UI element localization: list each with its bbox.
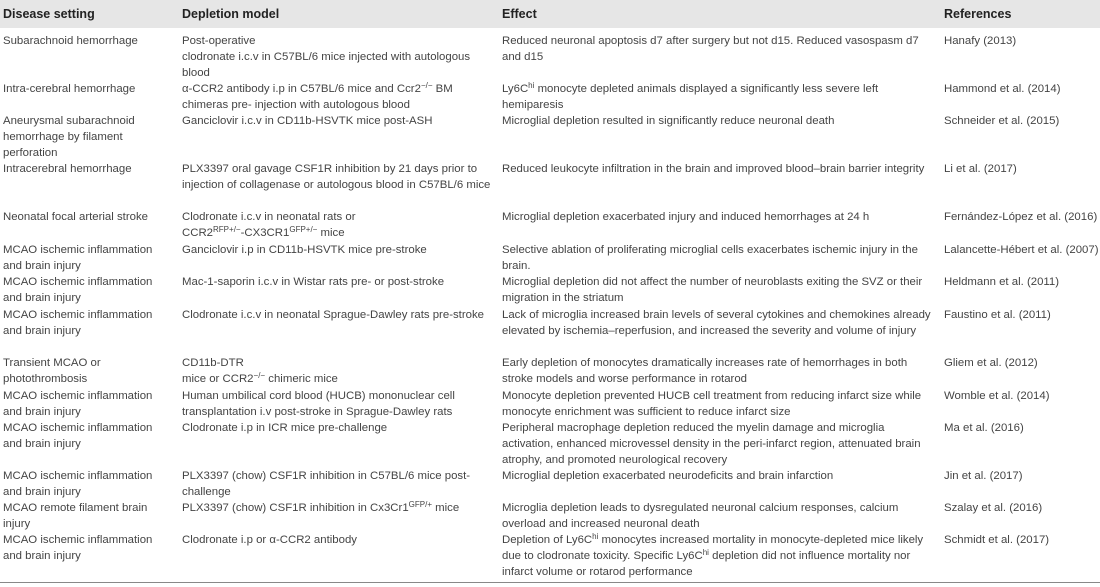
table-header [0,0,1100,28]
model-text: CD11b-DTR [182,357,244,369]
disease-cell: MCAO ischemic inflammation and brain injury [3,390,153,418]
header-disease-setting: Disease setting [3,7,95,21]
disease-cell: Subarachnoid hemorrhage [3,35,138,47]
model-text: α-CCR2 antibody i.p in C57BL/6 mice and Ccr2 [182,83,421,95]
disease-cell: MCAO ischemic inflammation and brain injury [3,309,153,337]
model-cell: Mac-1-saporin i.c.v in Wistar rats pre- or post-stroke [182,276,445,288]
superscript: hi [702,548,709,557]
superscript: GFP+/− [289,225,318,234]
disease-cell: Transient MCAO or photothrombosis [3,357,101,385]
model-cell: Clodronate i.c.v in neonatal Sprague-Dawley rats pre-stroke [182,309,485,321]
superscript: −/− [420,81,433,90]
reference-cell: Szalay et al. (2016) [944,502,1043,514]
model-text: Clodronate i.c.v in neonatal rats or [182,211,356,223]
model-cell [182,355,497,387]
reference-cell: Schneider et al. (2015) [944,115,1060,127]
disease-cell: MCAO ischemic inflammation and brain injury [3,422,153,450]
header-depletion-model: Depletion model [182,7,280,21]
reference-cell: Schmidt et al. (2017) [944,534,1050,546]
effect-text: monocyte depleted animals displayed a significantly less severe left hemiparesis [502,83,879,111]
model-cell: Clodronate i.p in ICR mice pre-challenge [182,422,388,434]
reference-cell: Fernández-López et al. (2016) [944,211,1098,223]
reference-cell: Lalancette-Hébert et al. (2007) [944,244,1099,256]
effect-cell: Monocyte depletion prevented HUCB cell treatment from reducing infarct size while monocyte enrichment was sufficient to reduce infarct size [502,390,922,418]
effect-text: Ly6C [502,83,529,95]
effect-cell [502,81,934,113]
reference-cell: Ma et al. (2016) [944,422,1024,434]
model-text-line [182,225,497,241]
superscript: RFP+/− [213,225,241,234]
model-cell: Clodronate i.p or α-CCR2 antibody [182,534,357,546]
model-text: Post-operative [182,35,256,47]
effect-cell: Reduced neuronal apoptosis d7 after surgery but not d15. Reduced vasospasm d7 and d15 [502,35,919,63]
effect-cell: Early depletion of monocytes dramatically increases rate of hemorrhages in both stroke models and worse performance in rotarod [502,357,908,385]
model-cell: Human umbilical cord blood (HUCB) mononuclear cell transplantation i.v post-stroke in Sprague-Dawley rats [182,390,455,418]
model-cell [182,33,497,81]
model-text: mice [317,227,345,239]
reference-cell: Hanafy (2013) [944,35,1017,47]
model-cell [182,500,497,516]
model-cell [182,209,497,241]
reference-cell: Jin et al. (2017) [944,470,1023,482]
disease-cell: MCAO remote filament brain injury [3,502,148,530]
model-text: chimeric mice [265,373,338,385]
effect-cell: Peripheral macrophage depletion reduced the myelin damage and microglia activation, enhanced microvessel density in the peri-infarct region, attenuated brain atrophy, and promoted neurological recovery [502,422,921,466]
superscript: −/− [253,371,266,380]
disease-cell: Neonatal focal arterial stroke [3,211,148,223]
effect-cell: Microglia depletion leads to dysregulated neuronal calcium responses, calcium overload and increased neuronal death [502,502,899,530]
effect-cell [502,532,934,580]
reference-cell: Hammond et al. (2014) [944,83,1061,95]
reference-cell: Heldmann et al. (2011) [944,276,1060,288]
model-text: BM chimeras pre- injection with autologous blood [182,83,453,111]
effect-cell: Microglial depletion resulted in significantly reduce neuronal death [502,115,835,127]
reference-cell: Gliem et al. (2012) [944,357,1038,369]
model-cell [182,81,497,113]
reference-cell: Faustino et al. (2011) [944,309,1051,321]
header-effect: Effect [502,7,537,21]
disease-cell: Intra-cerebral hemorrhage [3,83,136,95]
disease-cell: MCAO ischemic inflammation and brain injury [3,244,153,272]
table-bottom-rule [0,582,1100,583]
effect-text: Depletion of Ly6C [502,534,593,546]
model-text: PLX3397 (chow) CSF1R inhibition in Cx3Cr1 [182,502,409,514]
model-cell: Ganciclovir i.c.v in CD11b-HSVTK mice post-ASH [182,115,433,127]
effect-cell: Selective ablation of proliferating microglial cells exacerbates ischemic injury in the brain. [502,244,918,272]
effect-cell: Microglial depletion exacerbated neurodeficits and brain infarction [502,470,834,482]
effect-cell: Reduced leukocyte infiltration in the brain and improved blood–brain barrier integrity [502,163,925,175]
reference-cell: Li et al. (2017) [944,163,1017,175]
model-text: -CX3CR1 [240,227,290,239]
superscript: GFP/+ [408,500,432,509]
model-text: CCR2 [182,227,214,239]
model-cell: PLX3397 (chow) CSF1R inhibition in C57BL/6 mice post-challenge [182,470,471,498]
superscript: hi [592,532,599,541]
model-text: mice [432,502,460,514]
disease-cell: MCAO ischemic inflammation and brain injury [3,534,153,562]
model-cell: Ganciclovir i.p in CD11b-HSVTK mice pre-stroke [182,244,427,256]
effect-text: monocytes increased mortality in monocyte-depleted mice likely due to clodronate toxicity. Specific Ly6C [502,534,924,562]
model-cell: PLX3397 oral gavage CSF1R inhibition by 21 days prior to injection of collagenase or autologous blood in C57BL/6 mice [182,163,491,191]
model-text: mice or CCR2 [182,373,254,385]
header-references: References [944,7,1012,21]
superscript: hi [528,81,535,90]
disease-cell: MCAO ischemic inflammation and brain injury [3,470,153,498]
disease-cell: Aneurysmal subarachnoid hemorrhage by filament perforation [3,115,135,159]
effect-text: depletion did not influence mortality nor infarct volume or rotarod performance [502,550,911,578]
effect-cell: Lack of microglia increased brain levels of several cytokines and chemokines already elevated by ischemia–reperfusion, and increased the severity and volume of injury [502,309,931,337]
model-text: clodronate i.c.v in C57BL/6 mice injected with autologous blood [182,51,471,79]
model-text-line [182,371,497,387]
effect-cell: Microglial depletion exacerbated injury and induced hemorrhages at 24 h [502,211,870,223]
disease-cell: MCAO ischemic inflammation and brain injury [3,276,153,304]
effect-cell: Microglial depletion did not affect the number of neuroblasts exiting the SVZ or their migration in the striatum [502,276,923,304]
reference-cell: Womble et al. (2014) [944,390,1050,402]
disease-cell: Intracerebral hemorrhage [3,163,132,175]
